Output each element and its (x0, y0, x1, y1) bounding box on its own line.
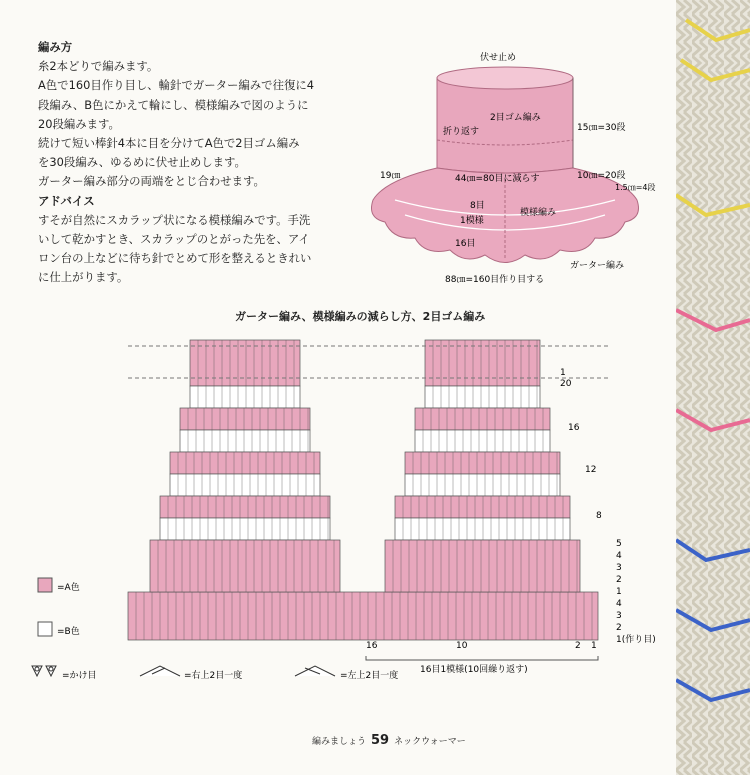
label-dec: 44㎝=80目に減らす (455, 174, 540, 184)
knit-swatch-photo (676, 0, 750, 775)
chart-pattern-row (160, 496, 330, 518)
label-height: 15㎝=30段 (577, 123, 626, 133)
label-rib: 2目ゴム編み (490, 113, 541, 123)
legend-left-dec: =左上2目一度 (340, 671, 399, 681)
chart-rib-block (190, 340, 300, 386)
label-garter-height: 1.5㎝=4段 (615, 183, 656, 192)
instr-line-7: ガーター編み部分の両端をとじ合わせます。 (38, 174, 265, 189)
chart-pattern-row (170, 452, 320, 474)
legend-a-swatch (38, 578, 52, 592)
advice-line-1: すそが自然にスカラップ状になる模様編みです。手洗 (38, 212, 311, 227)
page-footer (312, 733, 466, 748)
instr-line-3: 段編み、B色にかえて輪にし、模様編みで図のように (38, 97, 309, 112)
label-16: 16目 (455, 239, 476, 249)
chart-pattern-row (405, 452, 560, 474)
row-label-3: 3 (616, 563, 622, 573)
right-decrease-icon (140, 666, 180, 676)
label-left: 19㎝ (380, 171, 401, 181)
yarn-over-icon (32, 666, 56, 676)
legend-yo: =かけ目 (62, 671, 97, 681)
row-label-8: 8 (596, 511, 602, 521)
chart-pattern-row (150, 540, 340, 592)
instr-line-6: を30段編み、ゆるめに伏せ止めします。 (38, 155, 246, 170)
chart-rib-block (425, 340, 540, 386)
footer-left: 編みましょう (312, 737, 367, 747)
tube-top (437, 67, 573, 89)
label-1-pattern: 1模様 (460, 216, 484, 226)
instr-line-2: A色で160目作り目し、輪針でガーター編みで往復に4 (38, 78, 314, 93)
row-label-4: 4 (616, 551, 622, 561)
chart-pattern-row (395, 496, 570, 518)
row-label-g4: 4 (616, 599, 622, 609)
label-pattern: 模様編み (520, 208, 557, 218)
instr-line-1: 糸2本どりで編みます。 (38, 59, 159, 74)
legend-right-dec: =右上2目一度 (184, 671, 243, 681)
advice-line-2: いして乾かすとき、スカラップのとがった先を、アイ (38, 232, 310, 247)
row-label-1: 1 (616, 587, 622, 597)
col-label-1: 1 (591, 641, 597, 651)
col-label-10: 10 (456, 641, 468, 651)
label-bind-off: 伏せ止め (480, 53, 517, 63)
col-label-16: 16 (366, 641, 378, 651)
chart-pattern-row (160, 518, 330, 540)
chart-pattern-row (395, 518, 570, 540)
row-label-2: 2 (616, 575, 622, 585)
legend-b-label: =B色 (57, 627, 80, 637)
chart-garter-band (128, 592, 598, 640)
chart-pattern-row (385, 540, 580, 592)
chart-pattern-row (170, 474, 320, 496)
row-label-5: 5 (616, 539, 622, 549)
row-label-g3: 3 (616, 611, 622, 621)
instr-line-4: 20段編みます。 (38, 116, 120, 131)
advice-line-4: に仕上がります。 (38, 270, 129, 285)
neck-warmer-diagram (345, 50, 675, 290)
label-width-top: 10㎝=20段 (577, 171, 626, 181)
repeat-note: 16目1模様(10回繰り返す) (420, 665, 528, 675)
left-decrease-icon (295, 666, 335, 676)
chart-pattern-row (405, 474, 560, 496)
row-label-12: 12 (585, 465, 597, 475)
heading-advice: アドバイス (38, 193, 95, 208)
legend-a-label: =A色 (57, 583, 80, 593)
chart-pattern-row (180, 408, 310, 430)
row-label-20: 20 (560, 379, 572, 389)
legend-b-swatch (38, 622, 52, 636)
chart-grid (128, 340, 598, 640)
page-number: 59 (371, 733, 390, 748)
label-cast-on: 88㎝=160目作り目する (445, 275, 545, 285)
col-label-2: 2 (575, 641, 581, 651)
heading-how-to: 編み方 (38, 40, 73, 54)
row-label-16: 16 (568, 423, 580, 433)
chart-pattern-row (415, 430, 550, 452)
row-label-1-top: 1 (560, 368, 566, 378)
chart-pattern-row (180, 430, 310, 452)
label-8: 8目 (470, 201, 485, 211)
chart-pattern-row (415, 408, 550, 430)
label-fold: 折り返す (443, 127, 480, 137)
advice-line-3: ロン台の上などに待ち針でとめて形を整えるときれい (38, 251, 312, 266)
chart-pattern-row (425, 386, 540, 408)
footer-right: ネックウォーマー (394, 737, 466, 747)
chart-title: ガーター編み、模様編みの減らし方、2目ゴム編み (235, 310, 486, 323)
row-label-cast-on: 1(作り目) (616, 635, 656, 645)
chart-pattern-row (190, 386, 300, 408)
instructions (38, 38, 373, 288)
knitting-chart (0, 300, 680, 730)
label-garter: ガーター編み (570, 261, 625, 271)
instr-line-5: 続けて短い棒針4本に目を分けてA色で2目ゴム編み (38, 136, 300, 151)
row-label-g2: 2 (616, 623, 622, 633)
